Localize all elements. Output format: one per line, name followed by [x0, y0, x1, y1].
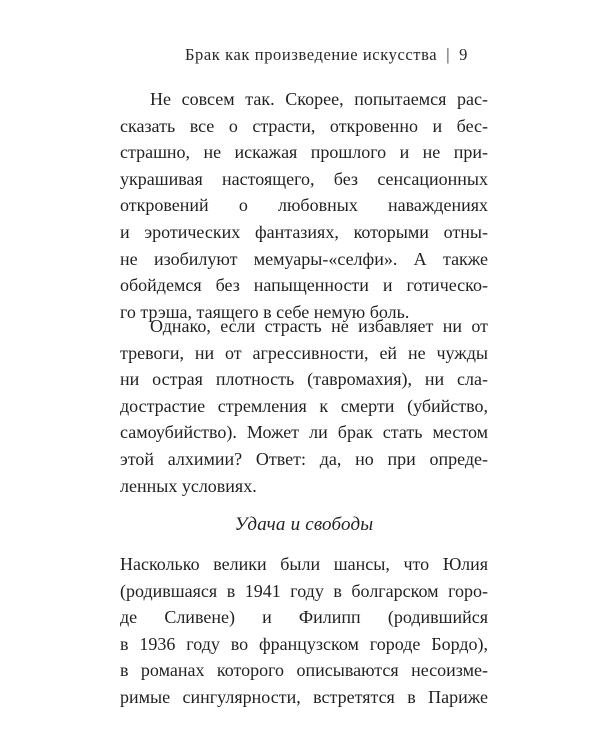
running-head: [185, 45, 468, 65]
text-line: дострастие стремления к смерти (убийство,: [120, 395, 488, 416]
text-line: (родившаяся в 1941 году в болгарском горо-: [120, 580, 488, 601]
running-title: Брак как произведение искусства: [184, 45, 438, 64]
text-line: откровений о любовных наваждениях: [120, 195, 488, 216]
text-line: ленных условиях.: [120, 475, 257, 496]
text-line: самоубийство). Может ли брак стать местом: [120, 422, 488, 443]
section-subheading: Удача и свободы: [234, 514, 374, 535]
text-line: этой алхимии? Ответ: да, но при опреде-: [120, 448, 488, 469]
header-separator: |: [446, 45, 451, 64]
text-line: страшно, не искажая прошлого и не при-: [120, 142, 488, 163]
text-line: Однако, если страсть не избавляет ни от: [150, 316, 488, 336]
text-line: де Сливене) и Филипп (родившийся: [120, 607, 488, 628]
paragraph-1: [120, 86, 488, 325]
text-line: Не совсем так. Скорее, попытаемся рас-: [150, 89, 488, 109]
text-line: сказать все о страсти, откровенно и бес-: [120, 115, 488, 136]
paragraph-2: [120, 313, 488, 499]
text-line: в романах которого описываются несоизме-: [120, 660, 488, 681]
text-line: Насколько велики были шансы, что Юлия: [120, 554, 488, 574]
paragraph-3: [120, 551, 488, 711]
text-line: и эротических фантазиях, которыми отны-: [120, 221, 488, 242]
text-line: не изобилуют мемуары-«селфи». А также: [120, 248, 488, 269]
text-line: го трэша, таящего в себе немую боль.: [120, 301, 410, 322]
text-line: тревоги, ни от агрессивности, ей не чужды: [120, 342, 488, 363]
text-line: украшивая настоящего, без сенсационных: [120, 168, 488, 189]
page-number: 9: [459, 45, 468, 64]
text-line: римые сингулярности, встретятся в Париже: [120, 686, 488, 707]
text-line: в 1936 году во французском городе Бордо),: [120, 633, 488, 654]
text-line: обойдемся без напыщенности и готическо-: [120, 275, 488, 296]
text-line: ни острая плотность (тавромахия), ни сла-: [120, 369, 488, 390]
